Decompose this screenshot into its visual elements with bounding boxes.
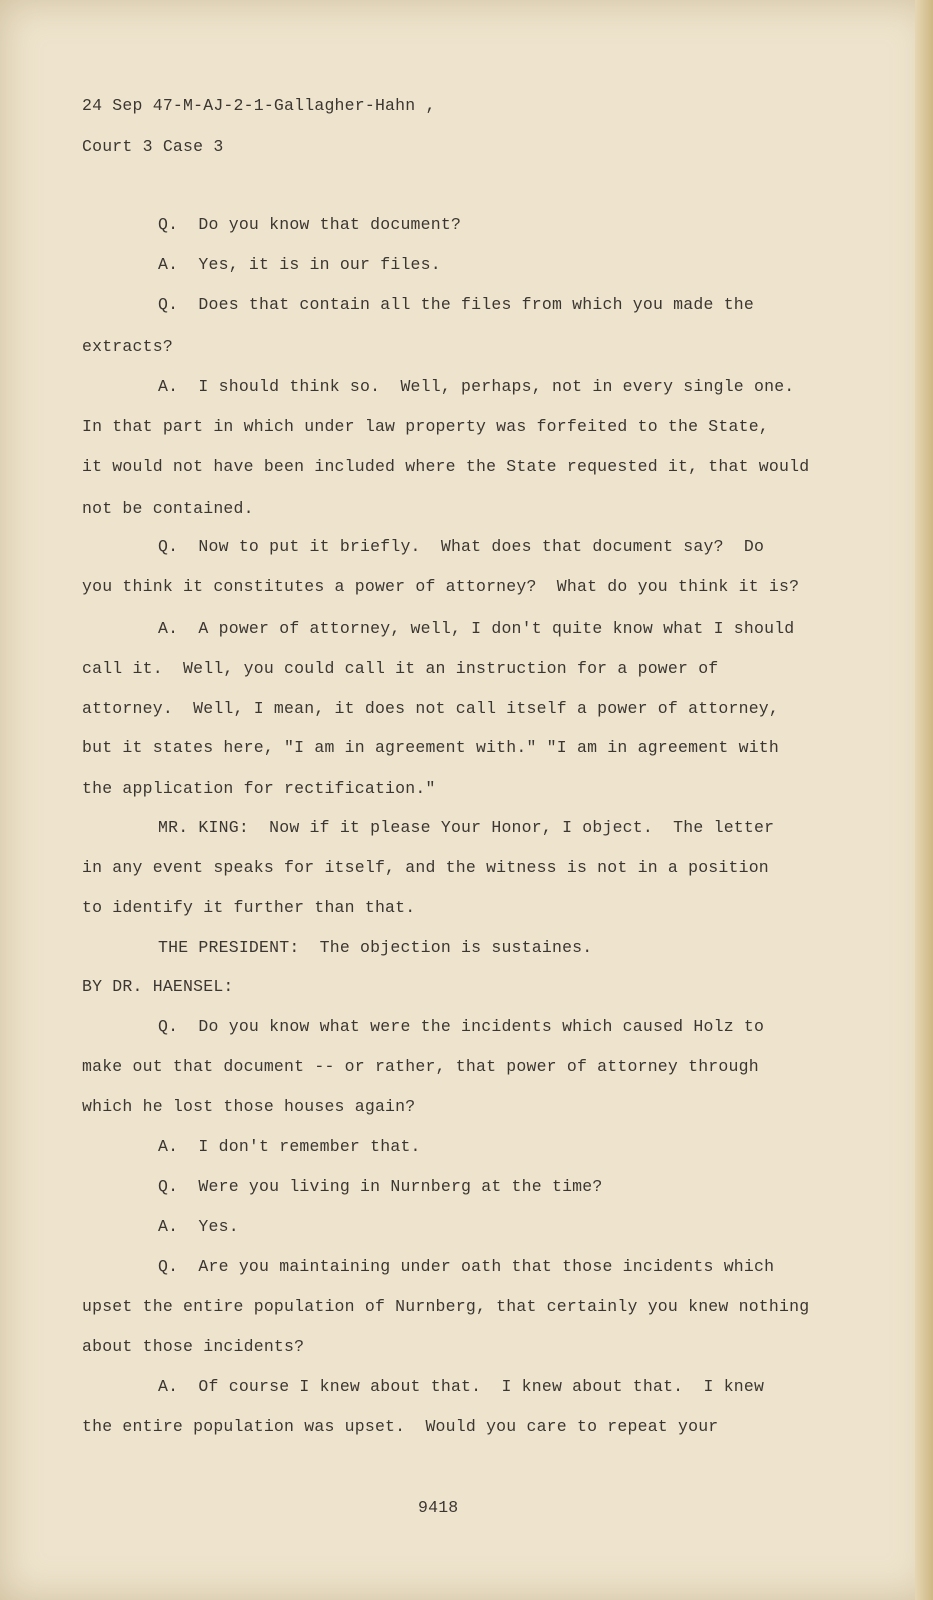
transcript-line: Q. Does that contain all the files from which you made the	[158, 295, 754, 314]
transcript-line: not be contained.	[82, 499, 254, 518]
transcript-line: A. A power of attorney, well, I don't quite know what I should	[158, 619, 795, 638]
transcript-line: upset the entire population of Nurnberg, that certainly you knew nothing	[82, 1297, 810, 1316]
transcript-line: it would not have been included where the State requested it, that would	[82, 457, 810, 476]
transcript-line: the entire population was upset. Would you care to repeat your	[82, 1417, 719, 1436]
transcript-line: extracts?	[82, 337, 173, 356]
transcript-line: Q. Now to put it briefly. What does that document say? Do	[158, 537, 765, 556]
header-court: Court 3 Case 3	[82, 137, 224, 156]
transcript-line: MR. KING: Now if it please Your Honor, I object. The letter	[158, 818, 775, 837]
transcript-line: about those incidents?	[82, 1337, 305, 1356]
transcript-line: BY DR. HAENSEL:	[82, 977, 234, 996]
transcript-line: which he lost those houses again?	[82, 1097, 416, 1116]
transcript-line: Q. Do you know what were the incidents which caused Holz to	[158, 1017, 765, 1036]
transcript-line: THE PRESIDENT: The objection is sustaines.	[158, 938, 593, 957]
header-reference: 24 Sep 47-M-AJ-2-1-Gallagher-Hahn ,	[82, 96, 436, 115]
transcript-line: but it states here, "I am in agreement with." "I am in agreement with	[82, 738, 780, 757]
transcript-line: In that part in which under law property was forfeited to the State,	[82, 417, 769, 436]
transcript-line: A. Of course I knew about that. I knew about that. I knew	[158, 1377, 765, 1396]
transcript-line: make out that document -- or rather, that power of attorney through	[82, 1057, 759, 1076]
page-edge	[915, 0, 933, 1600]
transcript-line: A. Yes.	[158, 1217, 239, 1236]
transcript-line: Q. Are you maintaining under oath that those incidents which	[158, 1257, 775, 1276]
transcript-line: A. Yes, it is in our files.	[158, 255, 441, 274]
transcript-line: A. I should think so. Well, perhaps, not in every single one.	[158, 377, 795, 396]
transcript-line: A. I don't remember that.	[158, 1137, 421, 1156]
transcript-line: you think it constitutes a power of attorney? What do you think it is?	[82, 577, 800, 596]
page-number: 9418	[418, 1498, 459, 1517]
transcript-line: Q. Do you know that document?	[158, 215, 462, 234]
transcript-line: attorney. Well, I mean, it does not call itself a power of attorney,	[82, 699, 780, 718]
transcript-line: to identify it further than that.	[82, 898, 416, 917]
transcript-line: call it. Well, you could call it an instruction for a power of	[82, 659, 719, 678]
transcript-line: the application for rectification."	[82, 779, 436, 798]
transcript-line: Q. Were you living in Nurnberg at the time?	[158, 1177, 603, 1196]
transcript-line: in any event speaks for itself, and the witness is not in a position	[82, 858, 769, 877]
